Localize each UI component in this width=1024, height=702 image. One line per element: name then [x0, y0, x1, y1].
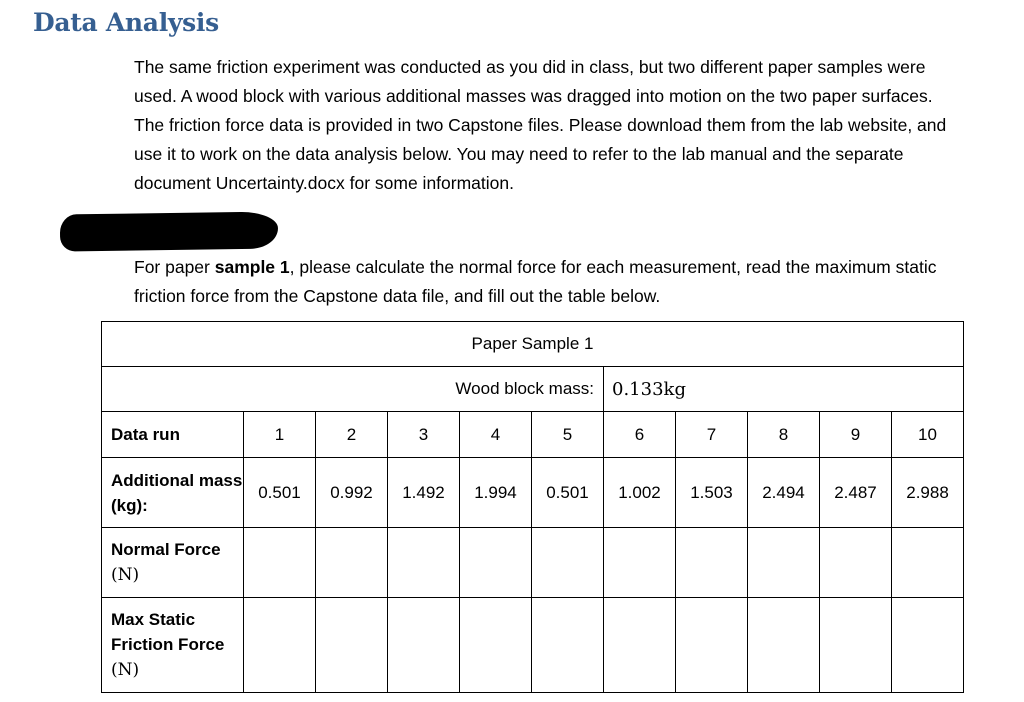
normal-force-label-text: Normal Force: [111, 540, 221, 559]
section-heading: Data Analysis: [33, 8, 219, 37]
max-static-friction-unit: (N): [111, 660, 140, 680]
additional-mass-cell: 1.002: [604, 458, 676, 528]
normal-force-cell[interactable]: [460, 528, 532, 598]
instruction-bold: sample 1: [214, 257, 290, 277]
additional-mass-cell: 2.494: [748, 458, 820, 528]
data-run-cell: 3: [388, 412, 460, 458]
wood-block-mass-row: [102, 367, 964, 412]
data-table: [101, 321, 964, 693]
max-static-friction-cell[interactable]: [748, 598, 820, 693]
additional-mass-cell: 1.492: [388, 458, 460, 528]
additional-mass-unit: (kg):: [111, 495, 148, 515]
redaction-mark: [60, 211, 278, 251]
max-static-friction-label-text: Max Static Friction Force: [111, 610, 225, 654]
max-static-friction-cell[interactable]: [892, 598, 964, 693]
data-run-row: [102, 412, 964, 458]
additional-mass-cell: 2.988: [892, 458, 964, 528]
normal-force-cell[interactable]: [676, 528, 748, 598]
normal-force-cell[interactable]: [388, 528, 460, 598]
data-run-cell: 5: [532, 412, 604, 458]
data-run-cell: 6: [604, 412, 676, 458]
normal-force-cell[interactable]: [820, 528, 892, 598]
data-run-cell: 7: [676, 412, 748, 458]
intro-paragraph: [101, 53, 963, 198]
additional-mass-cell: 0.501: [532, 458, 604, 528]
max-static-friction-cell[interactable]: [388, 598, 460, 693]
additional-mass-cell: 0.992: [316, 458, 388, 528]
additional-mass-label: [102, 458, 244, 528]
normal-force-cell[interactable]: [532, 528, 604, 598]
max-static-friction-cell[interactable]: [316, 598, 388, 693]
additional-mass-cell: 1.503: [676, 458, 748, 528]
intro-text: The same friction experiment was conducted as you did in class, but two different paper samples were used. A wood block with various additional masses was dragged into motion on the two paper surfaces. The friction force data is provided in two Capstone files. Please download them from the lab website, and use it to work on the data analysis below. You may need to refer to the lab manual and the separate document Uncertainty.docx for some information.: [134, 57, 947, 193]
normal-force-cell[interactable]: [316, 528, 388, 598]
instruction-after: , please calculate the normal force for each measurement, read the maximum static friction force from the Capstone data file, and fill out the table below.: [134, 257, 937, 306]
additional-mass-cell: 1.994: [460, 458, 532, 528]
data-run-cell: 10: [892, 412, 964, 458]
data-run-label: Data run: [102, 412, 244, 458]
additional-mass-cell: 2.487: [820, 458, 892, 528]
additional-mass-row: [102, 458, 964, 528]
normal-force-cell[interactable]: [604, 528, 676, 598]
max-static-friction-cell[interactable]: [532, 598, 604, 693]
normal-force-row: [102, 528, 964, 598]
normal-force-label: [102, 528, 244, 598]
data-run-cell: 1: [244, 412, 316, 458]
normal-force-cell[interactable]: [244, 528, 316, 598]
normal-force-cell[interactable]: [748, 528, 820, 598]
max-static-friction-label: [102, 598, 244, 693]
additional-mass-label-text: Additional mass: [111, 470, 243, 490]
wood-block-mass-label: Wood block mass:: [102, 367, 604, 412]
max-static-friction-cell[interactable]: [676, 598, 748, 693]
data-run-cell: 9: [820, 412, 892, 458]
instruction-paragraph: [101, 253, 963, 311]
instruction-before: For paper: [134, 257, 215, 277]
additional-mass-cell: 0.501: [244, 458, 316, 528]
data-run-cell: 8: [748, 412, 820, 458]
max-static-friction-row: [102, 598, 964, 693]
table-title-row: [102, 322, 964, 367]
normal-force-unit: (N): [111, 565, 140, 585]
wood-block-mass-value: 0.133kg: [604, 367, 964, 412]
max-static-friction-cell[interactable]: [460, 598, 532, 693]
table-title: Paper Sample 1: [102, 322, 964, 367]
data-run-cell: 4: [460, 412, 532, 458]
max-static-friction-cell[interactable]: [604, 598, 676, 693]
max-static-friction-cell[interactable]: [820, 598, 892, 693]
max-static-friction-cell[interactable]: [244, 598, 316, 693]
instruction-text: [101, 253, 963, 311]
data-run-cell: 2: [316, 412, 388, 458]
normal-force-cell[interactable]: [892, 528, 964, 598]
